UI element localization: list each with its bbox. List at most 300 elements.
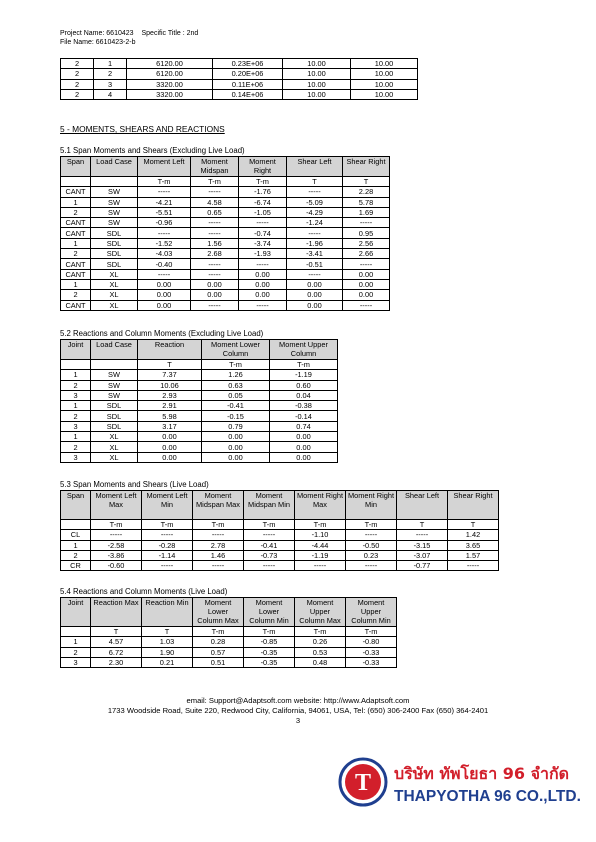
table-cell: -----: [287, 187, 343, 197]
unit-cell: T: [142, 627, 193, 637]
column-header: Moment Left: [138, 157, 191, 177]
table-cell: SW: [91, 218, 138, 228]
table-row: [61, 89, 418, 99]
table-cell: 6120.00: [127, 59, 213, 69]
table-row: [61, 79, 418, 89]
table-row: [61, 249, 390, 259]
table-cell: 10.00: [283, 79, 351, 89]
table-cell: -2.58: [91, 540, 142, 550]
table-cell: -0.41: [202, 401, 270, 411]
column-header: Moment Lower Column Min: [244, 598, 295, 627]
units-row: [61, 627, 397, 637]
table-cell: 4.57: [91, 637, 142, 647]
table-cell: -4.03: [138, 249, 191, 259]
footer-contact: [0, 696, 596, 726]
table-cell: -0.38: [270, 401, 338, 411]
column-header: Joint: [61, 598, 91, 627]
table-row: [61, 411, 338, 421]
table-cell: 2: [94, 69, 127, 79]
table-cell: 1.42: [448, 530, 499, 540]
table-cell: 1: [61, 279, 91, 289]
unit-cell: [91, 360, 138, 370]
table-cell: -----: [191, 187, 239, 197]
table-cell: SW: [91, 197, 138, 207]
table-cell: -----: [193, 530, 244, 540]
table-cell: XL: [91, 442, 138, 452]
table-cell: 3: [61, 657, 91, 667]
table-cell: 2.30: [91, 657, 142, 667]
column-header: Shear Right: [448, 491, 499, 520]
unit-cell: [91, 177, 138, 187]
table-cell: -0.85: [244, 637, 295, 647]
table-cell: 0.23E+06: [213, 59, 283, 69]
unit-cell: T-m: [244, 627, 295, 637]
table-cell: -0.15: [202, 411, 270, 421]
table-cell: -0.51: [287, 259, 343, 269]
table-cell: 2: [61, 79, 94, 89]
table-row: [61, 238, 390, 248]
table-cell: -0.33: [346, 647, 397, 657]
table-cell: 2: [61, 442, 91, 452]
section-5-title: 5 - MOMENTS, SHEARS AND REACTIONS: [60, 124, 225, 134]
unit-cell: [61, 520, 91, 530]
table-cell: 7.37: [138, 370, 202, 380]
table-cell: CL: [61, 530, 91, 540]
table-cell: -0.73: [244, 550, 295, 560]
table-cell: 0.79: [202, 421, 270, 431]
table-cell: 2: [61, 249, 91, 259]
table-cell: -5.09: [287, 197, 343, 207]
table-cell: -----: [346, 561, 397, 571]
file-name: File Name: 6610423-2-b: [60, 39, 136, 46]
footer-address: 1733 Woodside Road, Suite 220, Redwood City, California, 94061, USA, Tel: (650) 306-2400 Fax (650) 364-2401: [107, 706, 489, 715]
table-cell: 2.28: [343, 187, 390, 197]
header-row: [61, 491, 499, 520]
table-cell: XL: [91, 300, 138, 310]
unit-cell: T-m: [193, 627, 244, 637]
logo-letter: T: [354, 770, 372, 796]
table-cell: 3320.00: [127, 79, 213, 89]
column-header: Moment Midspan: [191, 157, 239, 177]
column-header: Reaction Min: [142, 598, 193, 627]
table-cell: SDL: [91, 401, 138, 411]
table-cell: XL: [91, 452, 138, 462]
table-cell: 0.65: [191, 207, 239, 217]
table-row: [61, 279, 390, 289]
logo-thai-name: บริษัท ทัพโยธา 96 จำกัด: [394, 764, 570, 783]
unit-cell: T-m: [138, 177, 191, 187]
unit-cell: T: [138, 360, 202, 370]
table-cell: -----: [346, 530, 397, 540]
unit-cell: T-m: [244, 520, 295, 530]
table-cell: 1: [61, 238, 91, 248]
table-row: [61, 59, 418, 69]
table-cell: 0.00: [343, 279, 390, 289]
table-cell: 0.11E+06: [213, 79, 283, 89]
table-cell: -----: [239, 218, 287, 228]
table-cell: -6.74: [239, 197, 287, 207]
table-cell: 1: [61, 197, 91, 207]
column-header: Shear Left: [287, 157, 343, 177]
footer-email-website: email: Support@Adaptsoft.com website: http://www.Adaptsoft.com: [186, 696, 410, 705]
table-row: [61, 390, 338, 400]
table-cell: -----: [343, 218, 390, 228]
table-cell: SW: [91, 380, 138, 390]
company-logo: [338, 757, 581, 809]
table-cell: -----: [295, 561, 346, 571]
table-cell: 0.00: [138, 442, 202, 452]
table-cell: 0.00: [202, 452, 270, 462]
table-cell: 2.66: [343, 249, 390, 259]
table-row: [61, 228, 390, 238]
table-row: [61, 259, 390, 269]
table-cell: SDL: [91, 238, 138, 248]
top-continuation-table: [60, 58, 418, 100]
table-row: [61, 561, 499, 571]
table-cell: CANT: [61, 187, 91, 197]
table-cell: XL: [91, 279, 138, 289]
table-cell: 2: [61, 89, 94, 99]
table-cell: 0.00: [343, 269, 390, 279]
column-header: Span: [61, 157, 91, 177]
table-cell: CANT: [61, 218, 91, 228]
table-cell: 0.00: [191, 290, 239, 300]
table-cell: -----: [244, 530, 295, 540]
table-5-4: [60, 597, 397, 668]
table-5-2-title: 5.2 Reactions and Column Moments (Excluding Live Load): [60, 329, 264, 338]
table-cell: CANT: [61, 228, 91, 238]
table-row: [61, 442, 338, 452]
table-cell: -----: [244, 561, 295, 571]
table-cell: 3320.00: [127, 89, 213, 99]
table-cell: -----: [138, 187, 191, 197]
table-5-2: [60, 339, 338, 463]
table-cell: 2.56: [343, 238, 390, 248]
table-cell: 2: [61, 290, 91, 300]
table-cell: -1.76: [239, 187, 287, 197]
table-5-3-title: 5.3 Span Moments and Shears (Live Load): [60, 480, 209, 489]
table-cell: -0.74: [239, 228, 287, 238]
unit-cell: T: [343, 177, 390, 187]
table-cell: 1.26: [202, 370, 270, 380]
table-cell: 0.00: [287, 290, 343, 300]
table-row: [61, 197, 390, 207]
table-cell: 10.00: [351, 59, 418, 69]
unit-cell: T: [448, 520, 499, 530]
table-cell: 0.28: [193, 637, 244, 647]
table-cell: -1.05: [239, 207, 287, 217]
table-row: [61, 370, 338, 380]
table-cell: -----: [138, 228, 191, 238]
table-cell: -----: [191, 269, 239, 279]
column-header: Moment Right Max: [295, 491, 346, 520]
table-row: [61, 432, 338, 442]
table-cell: 0.00: [138, 432, 202, 442]
table-cell: 1: [61, 370, 91, 380]
table-cell: -1.24: [287, 218, 343, 228]
table-cell: -----: [193, 561, 244, 571]
unit-cell: T-m: [91, 520, 142, 530]
table-cell: 0.53: [295, 647, 346, 657]
table-cell: 0.60: [270, 380, 338, 390]
table-cell: 0.57: [193, 647, 244, 657]
table-cell: 3: [61, 452, 91, 462]
table-cell: 1.03: [142, 637, 193, 647]
table-cell: 1.69: [343, 207, 390, 217]
table-5-1: [60, 156, 390, 311]
column-header: Moment Left Max: [91, 491, 142, 520]
table-cell: -----: [448, 561, 499, 571]
table-cell: -4.29: [287, 207, 343, 217]
table-5-4-title: 5.4 Reactions and Column Moments (Live Load): [60, 587, 228, 596]
table-cell: 10.00: [283, 59, 351, 69]
table-cell: 6120.00: [127, 69, 213, 79]
table-cell: 10.00: [351, 89, 418, 99]
table-cell: 1.90: [142, 647, 193, 657]
table-cell: -----: [138, 269, 191, 279]
table-cell: 0.00: [270, 452, 338, 462]
table-5-1-title: 5.1 Span Moments and Shears (Excluding Live Load): [60, 146, 245, 155]
column-header: Moment Upper Column: [270, 340, 338, 360]
table-cell: 1: [94, 59, 127, 69]
table-cell: 5.78: [343, 197, 390, 207]
table-cell: 4: [94, 89, 127, 99]
table-cell: -----: [191, 228, 239, 238]
table-cell: SDL: [91, 249, 138, 259]
column-header: Moment Midspan Max: [193, 491, 244, 520]
logo-emblem: [338, 757, 581, 809]
table-cell: 2: [61, 411, 91, 421]
table-cell: SW: [91, 390, 138, 400]
table-cell: 0.63: [202, 380, 270, 390]
table-cell: 3: [61, 421, 91, 431]
table-cell: 10.00: [283, 89, 351, 99]
column-header: Span: [61, 491, 91, 520]
table-cell: XL: [91, 432, 138, 442]
table-cell: 0.48: [295, 657, 346, 667]
table-cell: -0.96: [138, 218, 191, 228]
table-cell: -0.35: [244, 657, 295, 667]
table-cell: 0.00: [202, 442, 270, 452]
header-row: [61, 340, 338, 360]
table-cell: 0.00: [239, 279, 287, 289]
table-cell: 1: [61, 401, 91, 411]
table-cell: CANT: [61, 259, 91, 269]
table-cell: 0.26: [295, 637, 346, 647]
table-cell: 0.74: [270, 421, 338, 431]
specific-title: Specific Title : 2nd: [141, 30, 199, 37]
table-row: [61, 530, 499, 540]
table-cell: 0.00: [138, 290, 191, 300]
column-header: Reaction Max: [91, 598, 142, 627]
table-cell: -----: [287, 269, 343, 279]
table-cell: 0.00: [270, 432, 338, 442]
table-cell: 2: [61, 207, 91, 217]
table-cell: -----: [191, 259, 239, 269]
table-cell: 3: [61, 390, 91, 400]
table-cell: 3.65: [448, 540, 499, 550]
table-cell: 1.56: [191, 238, 239, 248]
table-cell: -0.33: [346, 657, 397, 667]
table-cell: 1: [61, 637, 91, 647]
table-cell: 0.00: [138, 452, 202, 462]
table-cell: -0.77: [397, 561, 448, 571]
unit-cell: [61, 177, 91, 187]
table-cell: CANT: [61, 300, 91, 310]
table-cell: 0.00: [287, 300, 343, 310]
table-cell: -0.50: [346, 540, 397, 550]
table-cell: SDL: [91, 411, 138, 421]
document-header: [60, 29, 204, 47]
table-cell: CR: [61, 561, 91, 571]
unit-cell: T-m: [295, 627, 346, 637]
unit-cell: T: [91, 627, 142, 637]
table-row: [61, 187, 390, 197]
column-header: Moment Left Min: [142, 491, 193, 520]
table-cell: SDL: [91, 228, 138, 238]
unit-cell: T-m: [202, 360, 270, 370]
table-cell: 10.00: [351, 79, 418, 89]
table-cell: -0.40: [138, 259, 191, 269]
table-row: [61, 380, 338, 390]
table-row: [61, 207, 390, 217]
table-cell: -----: [191, 218, 239, 228]
unit-cell: [61, 627, 91, 637]
table-cell: 0.05: [202, 390, 270, 400]
units-row: [61, 360, 338, 370]
unit-cell: T-m: [295, 520, 346, 530]
column-header: Load Case: [91, 157, 138, 177]
table-cell: 0.95: [343, 228, 390, 238]
table-cell: -0.60: [91, 561, 142, 571]
table-row: [61, 290, 390, 300]
table-cell: 2: [61, 380, 91, 390]
column-header: Moment Upper Column Max: [295, 598, 346, 627]
table-cell: 0.04: [270, 390, 338, 400]
table-cell: 0.00: [138, 279, 191, 289]
unit-cell: T: [287, 177, 343, 187]
table-cell: -----: [343, 259, 390, 269]
table-row: [61, 452, 338, 462]
table-cell: 1: [61, 540, 91, 550]
table-cell: 2.93: [138, 390, 202, 400]
table-cell: 2.78: [193, 540, 244, 550]
table-cell: 2: [61, 59, 94, 69]
table-cell: SDL: [91, 259, 138, 269]
table-cell: 0.21: [142, 657, 193, 667]
table-cell: -----: [239, 300, 287, 310]
unit-cell: T-m: [191, 177, 239, 187]
table-cell: -----: [287, 228, 343, 238]
units-row: [61, 177, 390, 187]
table-cell: 3: [94, 79, 127, 89]
table-cell: 3.17: [138, 421, 202, 431]
unit-cell: T-m: [193, 520, 244, 530]
table-cell: 1: [61, 432, 91, 442]
table-cell: 0.00: [343, 290, 390, 300]
table-cell: -1.96: [287, 238, 343, 248]
column-header: Load Case: [91, 340, 138, 360]
column-header: Shear Left: [397, 491, 448, 520]
table-row: [61, 269, 390, 279]
table-cell: XL: [91, 290, 138, 300]
table-cell: 10.06: [138, 380, 202, 390]
table-cell: 1.46: [193, 550, 244, 560]
logo-english-name: THAPYOTHA 96 CO.,LTD.: [394, 788, 581, 805]
table-cell: 1.57: [448, 550, 499, 560]
table-row: [61, 657, 397, 667]
page-number: 3: [295, 716, 301, 725]
table-cell: 4.58: [191, 197, 239, 207]
table-cell: 0.23: [346, 550, 397, 560]
unit-cell: T-m: [346, 520, 397, 530]
table-cell: 0.51: [193, 657, 244, 667]
table-cell: 0.20E+06: [213, 69, 283, 79]
table-cell: -0.35: [244, 647, 295, 657]
table-cell: 0.00: [191, 279, 239, 289]
table-cell: -3.41: [287, 249, 343, 259]
header-row: [61, 157, 390, 177]
table-cell: -----: [91, 530, 142, 540]
table-cell: -4.44: [295, 540, 346, 550]
column-header: Moment Right: [239, 157, 287, 177]
table-row: [61, 647, 397, 657]
table-row: [61, 540, 499, 550]
table-row: [61, 218, 390, 228]
unit-cell: T-m: [346, 627, 397, 637]
unit-cell: T-m: [270, 360, 338, 370]
table-cell: -4.21: [138, 197, 191, 207]
column-header: Moment Midspan Min: [244, 491, 295, 520]
table-cell: -----: [191, 300, 239, 310]
table-cell: -1.52: [138, 238, 191, 248]
table-cell: 0.14E+06: [213, 89, 283, 99]
table-row: [61, 550, 499, 560]
table-cell: -1.10: [295, 530, 346, 540]
table-cell: 0.00: [202, 432, 270, 442]
unit-cell: [61, 360, 91, 370]
table-cell: 0.00: [239, 290, 287, 300]
table-row: [61, 300, 390, 310]
table-cell: 2.68: [191, 249, 239, 259]
table-cell: -0.28: [142, 540, 193, 550]
table-cell: XL: [91, 269, 138, 279]
table-cell: -----: [239, 259, 287, 269]
column-header: Moment Lower Column Max: [193, 598, 244, 627]
table-cell: 2: [61, 647, 91, 657]
column-header: Moment Lower Column: [202, 340, 270, 360]
table-cell: SDL: [91, 421, 138, 431]
table-row: [61, 637, 397, 647]
table-cell: 0.00: [239, 269, 287, 279]
unit-cell: T-m: [239, 177, 287, 187]
unit-cell: T: [397, 520, 448, 530]
table-cell: -1.93: [239, 249, 287, 259]
table-cell: 2: [61, 69, 94, 79]
table-row: [61, 401, 338, 411]
table-cell: 10.00: [351, 69, 418, 79]
table-cell: -3.86: [91, 550, 142, 560]
table-cell: -1.19: [295, 550, 346, 560]
table-cell: CANT: [61, 269, 91, 279]
unit-cell: T-m: [142, 520, 193, 530]
table-5-3: [60, 490, 499, 571]
table-cell: -----: [142, 561, 193, 571]
table-cell: 0.00: [270, 442, 338, 452]
table-cell: 2.91: [138, 401, 202, 411]
column-header: Reaction: [138, 340, 202, 360]
header-row: [61, 598, 397, 627]
